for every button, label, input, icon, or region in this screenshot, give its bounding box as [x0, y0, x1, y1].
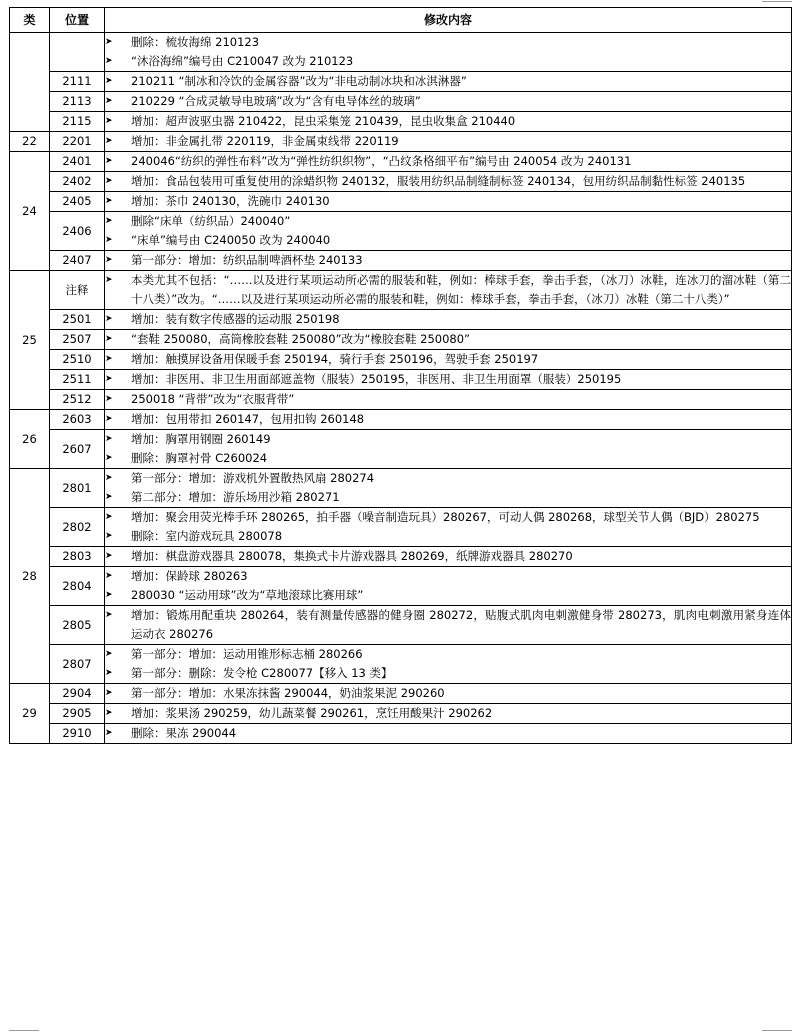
position-cell: 2607: [50, 430, 105, 469]
bullet-arrow-icon: ➤: [105, 551, 113, 561]
content-text: 第二部分：增加：游乐场用沙箱 280271: [131, 490, 340, 504]
table-row: [10, 350, 792, 370]
content-line: [105, 52, 791, 71]
position-cell: 2111: [50, 72, 105, 92]
table-row: [10, 251, 792, 271]
table-row: [10, 310, 792, 330]
position-cell: 2603: [50, 410, 105, 430]
position-cell: 2905: [50, 704, 105, 724]
content-cell: [105, 251, 792, 271]
content-text: 删除：胸罩衬骨 C260024: [131, 451, 268, 465]
content-cell: [105, 704, 792, 724]
position-cell: 2501: [50, 310, 105, 330]
bullet-arrow-icon: ➤: [105, 571, 113, 581]
bullet-arrow-icon: ➤: [105, 473, 113, 483]
table-row: [10, 724, 792, 744]
position-cell: 2807: [50, 645, 105, 684]
content-text: 删除：梳妆海绵 210123: [131, 35, 260, 49]
class-cell: 25: [10, 271, 50, 410]
bullet-arrow-icon: ➤: [105, 136, 113, 146]
content-text: 增加：聚会用荧光棒手环 280265，拍手器（噪音制造玩具）280267，可动人偶 280268，球型关节人偶（BJD）280275: [131, 510, 760, 524]
content-line: [105, 310, 791, 329]
page-corner-mark: [9, 1030, 39, 1031]
content-cell: [105, 33, 792, 72]
content-line: [105, 112, 791, 131]
content-line: [105, 508, 791, 527]
content-line: [105, 606, 791, 644]
table-row: [10, 684, 792, 704]
table-row: [10, 330, 792, 350]
table-row: [10, 72, 792, 92]
content-cell: [105, 370, 792, 390]
table-row: [10, 132, 792, 152]
position-cell: 2406: [50, 212, 105, 251]
position-cell: 2512: [50, 390, 105, 410]
table-row: [10, 112, 792, 132]
content-cell: [105, 684, 792, 704]
content-line: [105, 527, 791, 546]
content-text: 删除“床单（纺织品）240040”: [131, 214, 291, 228]
content-text: 增加：胸罩用钢圈 260149: [131, 432, 271, 446]
content-cell: [105, 430, 792, 469]
content-cell: [105, 212, 792, 251]
content-cell: [105, 192, 792, 212]
bullet-arrow-icon: ➤: [105, 374, 113, 384]
position-cell: 2804: [50, 567, 105, 606]
content-text: “沐浴海绵”编号由 C210047 改为 210123: [131, 54, 354, 68]
content-cell: [105, 390, 792, 410]
position-cell: 2115: [50, 112, 105, 132]
table-row: [10, 390, 792, 410]
content-line: [105, 251, 791, 270]
position-cell: 2201: [50, 132, 105, 152]
bullet-arrow-icon: ➤: [105, 453, 113, 463]
content-line: [105, 488, 791, 507]
content-text: 增加：茶巾 240130，洗碗巾 240130: [131, 194, 330, 208]
position-cell: 2113: [50, 92, 105, 112]
content-line: [105, 724, 791, 743]
content-text: 第一部分：增加：运动用锥形标志桶 280266: [131, 647, 363, 661]
position-cell: 2405: [50, 192, 105, 212]
content-line: [105, 370, 791, 389]
header-position: 位置: [50, 8, 105, 33]
content-line: [105, 152, 791, 171]
content-cell: [105, 72, 792, 92]
position-cell: 2401: [50, 152, 105, 172]
bullet-arrow-icon: ➤: [105, 255, 113, 265]
content-cell: [105, 567, 792, 606]
bullet-arrow-icon: ➤: [105, 649, 113, 659]
revision-table: [9, 7, 792, 744]
content-line: [105, 586, 791, 605]
content-cell: [105, 350, 792, 370]
position-cell: 注释: [50, 271, 105, 310]
content-text: 210211 “制冰和冷饮的金属容器”改为“非电动制冰块和冰淇淋器”: [131, 74, 467, 88]
bullet-arrow-icon: ➤: [105, 156, 113, 166]
content-line: [105, 92, 791, 111]
content-text: 删除：室内游戏玩具 280078: [131, 529, 283, 543]
position-cell: 2402: [50, 172, 105, 192]
content-cell: [105, 152, 792, 172]
table-row: [10, 606, 792, 645]
content-line: [105, 430, 791, 449]
content-line: [105, 33, 791, 52]
table-row: [10, 271, 792, 310]
table-row: [10, 704, 792, 724]
class-cell: 24: [10, 152, 50, 271]
table-row: [10, 172, 792, 192]
position-cell: 2801: [50, 469, 105, 508]
content-cell: [105, 132, 792, 152]
content-line: [105, 132, 791, 151]
table-row: [10, 410, 792, 430]
position-cell: [50, 33, 105, 72]
bullet-arrow-icon: ➤: [105, 728, 113, 738]
bullet-arrow-icon: ➤: [105, 688, 113, 698]
class-cell: 29: [10, 684, 50, 744]
content-line: [105, 390, 791, 409]
position-cell: 2910: [50, 724, 105, 744]
content-text: 增加：装有数字传感器的运动服 250198: [131, 312, 340, 326]
content-text: 增加：保龄球 280263: [131, 569, 248, 583]
table-row: [10, 508, 792, 547]
table-row: [10, 645, 792, 684]
content-text: 增加：包用带扣 260147，包用扣钩 260148: [131, 412, 365, 426]
bullet-arrow-icon: ➤: [105, 216, 113, 226]
bullet-arrow-icon: ➤: [105, 37, 113, 47]
content-cell: [105, 645, 792, 684]
content-cell: [105, 172, 792, 192]
class-cell: 26: [10, 410, 50, 469]
content-text: 本类尤其不包括：“……以及进行某项运动所必需的服装和鞋，例如：棒球手套，拳击手套，（冰刀）冰鞋，连冰刀的溜冰鞋（第二十八类）”改为。“……以及进行某项运动所必需的服装和鞋，例如：棒球手套，拳击手套，（冰刀）冰鞋（第二十八类）”: [131, 273, 791, 306]
bullet-arrow-icon: ➤: [105, 176, 113, 186]
content-line: [105, 172, 791, 191]
content-line: [105, 271, 791, 309]
bullet-arrow-icon: ➤: [105, 354, 113, 364]
content-text: 增加：浆果汤 290259，幼儿蔬菜餐 290261，烹饪用酸果汁 290262: [131, 706, 493, 720]
content-text: 250018 “背带”改为“衣服背带”: [131, 392, 295, 406]
content-cell: [105, 724, 792, 744]
bullet-arrow-icon: ➤: [105, 434, 113, 444]
table-row: [10, 567, 792, 606]
bullet-arrow-icon: ➤: [105, 512, 113, 522]
content-text: 增加：超声波驱虫器 210422，昆虫采集笼 210439，昆虫收集盒 210440: [131, 114, 516, 128]
table-row: [10, 33, 792, 72]
content-text: 210229 “合成灵敏导电玻璃”改为“含有电导体丝的玻璃”: [131, 94, 421, 108]
content-text: 增加：非金属扎带 220119，非金属束线带 220119: [131, 134, 399, 148]
content-text: 增加：非医用、非卫生用面部遮盖物（服装）250195，非医用、非卫生用面罩（服装）250195: [131, 372, 622, 386]
content-cell: [105, 547, 792, 567]
page-corner-mark: [762, 1, 792, 2]
content-line: [105, 469, 791, 488]
position-cell: 2407: [50, 251, 105, 271]
content-cell: [105, 469, 792, 508]
table-row: [10, 152, 792, 172]
content-line: [105, 684, 791, 703]
content-cell: [105, 92, 792, 112]
content-text: 第一部分：增加：水果冻抹酱 290044，奶油浆果泥 290260: [131, 686, 445, 700]
content-line: [105, 72, 791, 91]
content-cell: [105, 112, 792, 132]
content-line: [105, 231, 791, 250]
content-text: 第一部分：增加：纺织品制啤酒杯垫 240133: [131, 253, 363, 267]
header-content: 修改内容: [105, 8, 792, 33]
bullet-arrow-icon: ➤: [105, 708, 113, 718]
bullet-arrow-icon: ➤: [105, 394, 113, 404]
content-cell: [105, 330, 792, 350]
bullet-arrow-icon: ➤: [105, 668, 113, 678]
bullet-arrow-icon: ➤: [105, 116, 113, 126]
bullet-arrow-icon: ➤: [105, 275, 113, 285]
content-line: [105, 410, 791, 429]
bullet-arrow-icon: ➤: [105, 492, 113, 502]
position-cell: 2803: [50, 547, 105, 567]
content-text: “套鞋 250080，高筒橡胶套鞋 250080”改为“橡胶套鞋 250080”: [131, 332, 470, 346]
position-cell: 2802: [50, 508, 105, 547]
table-row: [10, 92, 792, 112]
bullet-arrow-icon: ➤: [105, 531, 113, 541]
content-line: [105, 664, 791, 683]
class-cell: 22: [10, 132, 50, 152]
bullet-arrow-icon: ➤: [105, 414, 113, 424]
table-body: [10, 33, 792, 744]
position-cell: 2507: [50, 330, 105, 350]
header-row: [10, 8, 792, 33]
bullet-arrow-icon: ➤: [105, 590, 113, 600]
class-cell: 28: [10, 469, 50, 684]
bullet-arrow-icon: ➤: [105, 96, 113, 106]
bullet-arrow-icon: ➤: [105, 76, 113, 86]
content-text: 增加：触摸屏设备用保暖手套 250194，骑行手套 250196，驾驶手套 250197: [131, 352, 539, 366]
bullet-arrow-icon: ➤: [105, 610, 113, 620]
table-row: [10, 469, 792, 508]
table-row: [10, 370, 792, 390]
position-cell: 2510: [50, 350, 105, 370]
content-line: [105, 704, 791, 723]
content-line: [105, 350, 791, 369]
content-text: 280030 “运动用球”改为“草地滚球比赛用球”: [131, 588, 364, 602]
header-class: 类: [10, 8, 50, 33]
bullet-arrow-icon: ➤: [105, 235, 113, 245]
bullet-arrow-icon: ➤: [105, 334, 113, 344]
table-row: [10, 430, 792, 469]
content-line: [105, 567, 791, 586]
page-corner-mark: [762, 1030, 792, 1031]
content-text: 增加：棋盘游戏器具 280078，集换式卡片游戏器具 280269，纸牌游戏器具 280270: [131, 549, 573, 563]
position-cell: 2904: [50, 684, 105, 704]
content-line: [105, 330, 791, 349]
content-text: 240046“纺织的弹性布料”改为“弹性纺织织物”，“凸纹条格细平布”编号由 240054 改为 240131: [131, 154, 632, 168]
content-line: [105, 547, 791, 566]
table-row: [10, 212, 792, 251]
content-cell: [105, 606, 792, 645]
bullet-arrow-icon: ➤: [105, 314, 113, 324]
bullet-arrow-icon: ➤: [105, 56, 113, 66]
content-line: [105, 192, 791, 211]
content-line: [105, 645, 791, 664]
position-cell: 2511: [50, 370, 105, 390]
bullet-arrow-icon: ➤: [105, 196, 113, 206]
content-text: 第一部分：增加：游戏机外置散热风扇 280274: [131, 471, 375, 485]
content-cell: [105, 310, 792, 330]
content-cell: [105, 508, 792, 547]
content-text: 第一部分：删除：发令枪 C280077【移入 13 类】: [131, 666, 393, 680]
content-line: [105, 212, 791, 231]
class-cell: [10, 33, 50, 132]
content-cell: [105, 410, 792, 430]
position-cell: 2805: [50, 606, 105, 645]
content-text: 增加：食品包装用可重复使用的涂蜡织物 240132，服装用纺织品制缝制标签 240134，包用纺织品制黏性标签 240135: [131, 174, 746, 188]
content-text: 删除：果冻 290044: [131, 726, 237, 740]
content-cell: [105, 271, 792, 310]
table-row: [10, 192, 792, 212]
content-text: 增加：锻炼用配重块 280264，装有测量传感器的健身圈 280272，贴腹式肌肉电刺激健身带 280273，肌肉电刺激用紧身连体运动衣 280276: [131, 608, 791, 641]
table-row: [10, 547, 792, 567]
content-line: [105, 449, 791, 468]
content-text: “床单”编号由 C240050 改为 240040: [131, 233, 331, 247]
